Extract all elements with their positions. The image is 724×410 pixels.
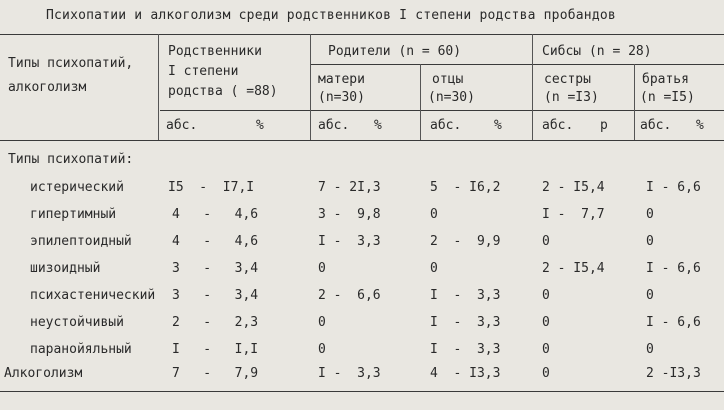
- row-sisters: 0: [542, 366, 550, 381]
- row-sisters: 0: [542, 234, 550, 249]
- fathers-abs-label: абс.: [430, 118, 462, 133]
- row-fathers: 0: [430, 207, 438, 222]
- brothers-pct-label: %: [696, 118, 704, 133]
- row-name: гипертимный: [30, 207, 117, 222]
- row-fathers: 4 - I3,3: [430, 366, 501, 381]
- row-brothers: I - 6,6: [646, 180, 701, 195]
- row-brothers: I - 6,6: [646, 315, 701, 330]
- brothers-abs-label: абс.: [640, 118, 672, 133]
- row-relatives: 4 - 4,6: [172, 207, 259, 222]
- section-label: Типы психопатий:: [8, 152, 134, 167]
- row-name: эпилептоидный: [30, 234, 132, 249]
- fathers-header-line1: отцы: [432, 72, 464, 87]
- row-name: неустойчивый: [30, 315, 124, 330]
- row-sisters: 2 - I5,4: [542, 180, 605, 195]
- row-name: шизоидный: [30, 261, 101, 276]
- row-name: истерический: [30, 180, 124, 195]
- row-name: Алкоголизм: [4, 366, 83, 381]
- relatives-header-line2: I степени: [168, 64, 239, 79]
- relatives-pct-label: %: [256, 118, 264, 133]
- abs-rule: [160, 110, 724, 111]
- relatives-header-line1: Родственники: [168, 44, 262, 59]
- row-fathers: 0: [430, 261, 438, 276]
- parents-header: Родители (n = 60): [328, 44, 462, 59]
- mothers-pct-label: %: [374, 118, 382, 133]
- col-divider-4: [532, 34, 533, 140]
- row-mothers: 0: [318, 315, 326, 330]
- fathers-header-line2: (n=30): [428, 90, 475, 105]
- col-divider-2: [310, 34, 311, 140]
- mothers-abs-label: абс.: [318, 118, 350, 133]
- row-relatives: 3 - 3,4: [172, 261, 259, 276]
- bottom-rule: [0, 391, 724, 392]
- col1-header-line1: Типы психопатий,: [8, 56, 134, 71]
- row-brothers: 2 -I3,3: [646, 366, 701, 381]
- row-fathers: I - 3,3: [430, 315, 501, 330]
- header-bottom-rule: [0, 140, 724, 141]
- row-sisters: 0: [542, 315, 550, 330]
- top-rule: [0, 34, 724, 35]
- row-fathers: I - 3,3: [430, 288, 501, 303]
- row-mothers: 0: [318, 261, 326, 276]
- row-brothers: 0: [646, 234, 654, 249]
- row-mothers: 0: [318, 342, 326, 357]
- row-sisters: 2 - I5,4: [542, 261, 605, 276]
- table-title: Психопатии и алкоголизм среди родственников I степени родства пробандов: [46, 8, 616, 23]
- row-mothers: I - 3,3: [318, 366, 381, 381]
- sibs-header: Сибсы (n = 28): [542, 44, 652, 59]
- row-fathers: 5 - I6,2: [430, 180, 501, 195]
- row-mothers: 3 - 9,8: [318, 207, 381, 222]
- col-divider-3: [420, 64, 421, 140]
- relatives-abs-label: абс.: [166, 118, 198, 133]
- sisters-abs-label: абс.: [542, 118, 574, 133]
- row-relatives: 2 - 2,3: [172, 315, 259, 330]
- row-mothers: 7 - 2I,3: [318, 180, 381, 195]
- row-name: психастенический: [30, 288, 156, 303]
- row-brothers: 0: [646, 288, 654, 303]
- sisters-pct-label: р: [600, 118, 608, 133]
- relatives-header-line3: родства ( =88): [168, 84, 278, 99]
- row-relatives: I - I,I: [172, 342, 259, 357]
- brothers-header-line2: (n =I5): [640, 90, 695, 105]
- row-relatives: 4 - 4,6: [172, 234, 259, 249]
- row-sisters: I - 7,7: [542, 207, 605, 222]
- col-divider-5: [634, 64, 635, 140]
- mothers-header-line1: матери: [318, 72, 365, 87]
- row-brothers: I - 6,6: [646, 261, 701, 276]
- fathers-pct-label: %: [494, 118, 502, 133]
- row-mothers: I - 3,3: [318, 234, 381, 249]
- row-relatives: 7 - 7,9: [172, 366, 259, 381]
- mothers-header-line2: (n=30): [318, 90, 365, 105]
- row-relatives: I5 - I7,I: [168, 180, 255, 195]
- row-brothers: 0: [646, 207, 654, 222]
- row-fathers: 2 - 9,9: [430, 234, 501, 249]
- subheader-rule: [310, 64, 724, 65]
- brothers-header-line1: братья: [642, 72, 689, 87]
- col1-header-line2: алкоголизм: [8, 80, 87, 95]
- row-name: паранойяльный: [30, 342, 132, 357]
- row-mothers: 2 - 6,6: [318, 288, 381, 303]
- row-relatives: 3 - 3,4: [172, 288, 259, 303]
- sisters-header-line2: (n =I3): [544, 90, 599, 105]
- row-sisters: 0: [542, 288, 550, 303]
- row-brothers: 0: [646, 342, 654, 357]
- sisters-header-line1: сестры: [544, 72, 591, 87]
- col-divider-1: [158, 34, 159, 140]
- row-sisters: 0: [542, 342, 550, 357]
- row-fathers: I - 3,3: [430, 342, 501, 357]
